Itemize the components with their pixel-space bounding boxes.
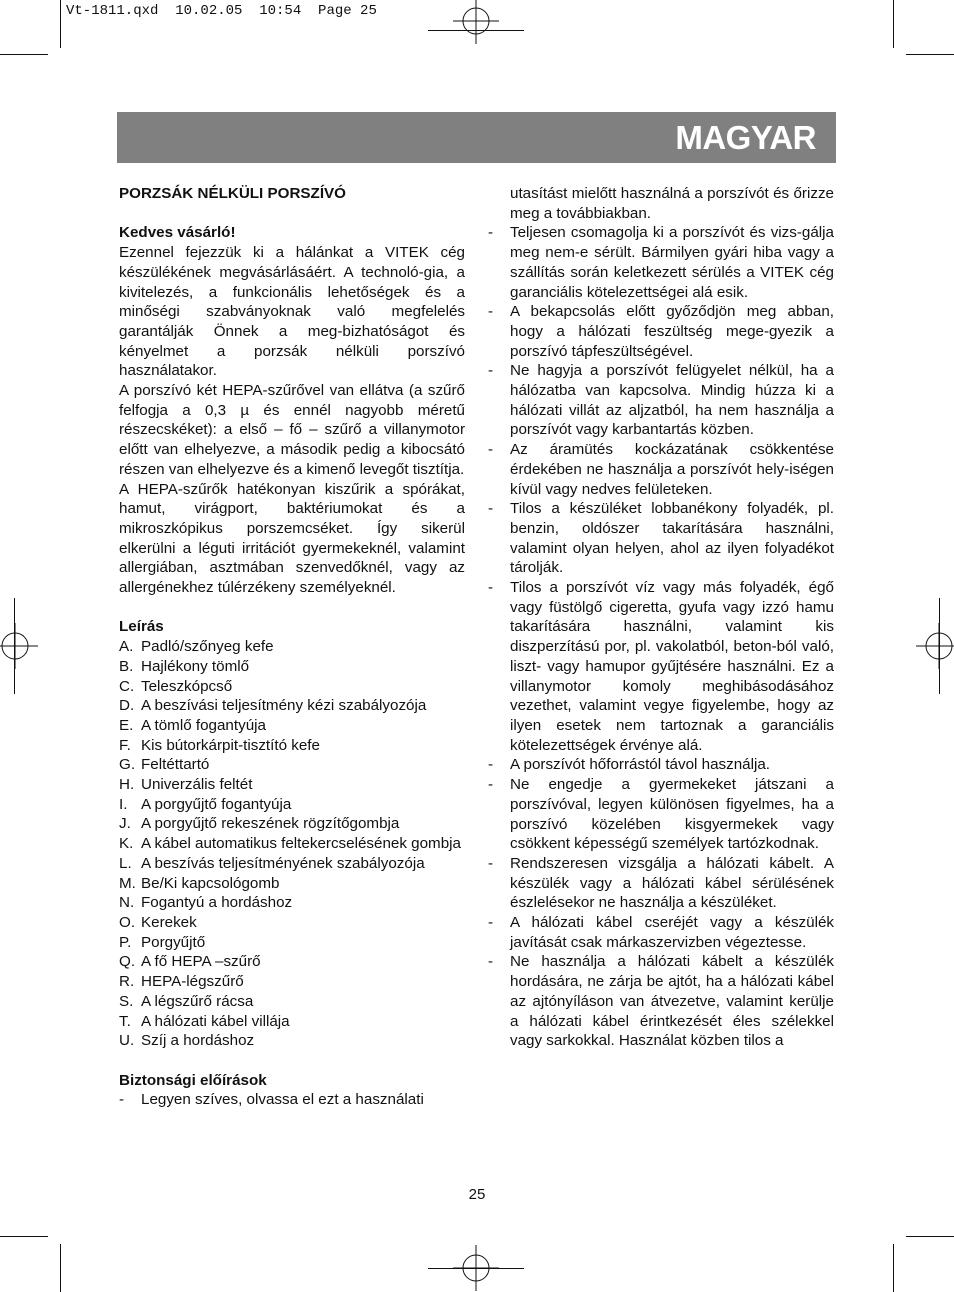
part-name: Feltéttartó xyxy=(141,756,210,774)
part-letter: L. xyxy=(119,854,132,872)
safety-item xyxy=(488,440,834,499)
crop-mark xyxy=(893,1244,894,1292)
part-name: Porgyűjtő xyxy=(141,933,206,951)
safety-item xyxy=(488,775,834,854)
parts-list-item xyxy=(119,736,465,756)
bullet: - xyxy=(488,441,494,459)
part-name: Be/Ki kapcsológomb xyxy=(141,874,280,892)
part-letter: H. xyxy=(119,776,135,794)
bullet: - xyxy=(119,1091,125,1109)
product-title: PORZSÁK NÉLKÜLI PORSZÍVÓ xyxy=(119,185,346,202)
registration-mark-icon xyxy=(453,0,499,44)
description-heading: Leírás xyxy=(119,618,164,636)
parts-list-item xyxy=(119,972,465,992)
bullet: - xyxy=(488,500,494,518)
part-name: Kerekek xyxy=(141,913,197,931)
bullet: - xyxy=(488,756,494,774)
parts-list-item xyxy=(119,755,465,775)
parts-list-item xyxy=(119,677,465,697)
part-name: Teleszkópcső xyxy=(141,677,233,695)
safety-item xyxy=(488,854,834,913)
registration-mark-icon xyxy=(0,623,38,669)
safety-item-text: Legyen szíves, olvassa el ezt a használati xyxy=(141,1091,424,1109)
language-title: MAGYAR xyxy=(675,119,816,156)
parts-list-item xyxy=(119,716,465,736)
bullet: - xyxy=(488,362,494,380)
part-letter: A. xyxy=(119,638,134,656)
crop-mark xyxy=(906,1236,954,1237)
parts-list-item xyxy=(119,1012,465,1032)
part-name: A porgyűjtő fogantyúja xyxy=(141,795,292,813)
part-letter: C. xyxy=(119,677,135,695)
safety-item xyxy=(488,952,834,1051)
safety-item-text: Ne engedje a gyermekeket játszani a porszívóval, legyen különösen figyelmes, ha a porszívó közelében kisgyermekek vagy csökkent képességű személyek tartózkodnak. xyxy=(510,776,834,853)
bullet: - xyxy=(488,953,494,971)
part-name: Kis bútorkárpit-tisztító kefe xyxy=(141,736,320,754)
part-name: A beszívási teljesítmény kézi szabályozója xyxy=(141,697,427,715)
crop-mark xyxy=(0,54,48,55)
safety-item xyxy=(488,913,834,952)
safety-item-text: Teljesen csomagolja ki a porszívót és vizs-gálja meg nem-e sérült. Bármilyen gyári hiba vagy a szállítás során keletkezett sérülés a VITEK cég garanciális kötelezettségei alá esik. xyxy=(510,224,834,301)
part-letter: O. xyxy=(119,913,136,931)
part-letter: N. xyxy=(119,894,135,912)
parts-list-item xyxy=(119,992,465,1012)
part-letter: D. xyxy=(119,697,135,715)
safety-item-text: Ne hagyja a porszívót felügyelet nélkül, ha a hálózatba van kapcsolva. Mindig húzza ki a hálózati villát az aljzatból, ha nem használja a porszívót vagy karbantartás közben. xyxy=(510,362,834,439)
part-letter: K. xyxy=(119,835,134,853)
part-letter: I. xyxy=(119,795,128,813)
part-name: A kábel automatikus feltekercselésének gombja xyxy=(141,835,461,853)
safety-item-text: A porszívót hőforrástól távol használja. xyxy=(510,756,771,774)
crop-mark xyxy=(893,0,894,48)
safety-item-text: Tilos a porszívót víz vagy más folyadék, égő vagy füstölgő cigeretta, gyufa vagy izzó hamu takarítására használni, valamint kis diszperzítású por, pl. vakolatból, beton-ból való, liszt- vagy hamupor gyűjtésére használni. Ez a villanymotor komoly meghibásodásához vezethet, valamint vegye figyelembe, hogy az ilyen esetek nem tartoznak a garanciális kötelezettségek érvénye alá. xyxy=(510,579,834,754)
part-name: A légszűrő rácsa xyxy=(141,992,254,1010)
part-name: Fogantyú a hordáshoz xyxy=(141,894,293,912)
language-header-bar xyxy=(117,112,836,163)
safety-list xyxy=(488,223,834,1051)
safety-heading: Biztonsági előírások xyxy=(119,1071,267,1089)
crop-mark xyxy=(906,54,954,55)
safety-item xyxy=(488,302,834,361)
safety-item xyxy=(488,578,834,755)
part-name: Szíj a hordáshoz xyxy=(141,1032,255,1050)
part-letter: U. xyxy=(119,1032,135,1050)
printer-slug: Vt-1811.qxd 10.02.05 10:54 Page 25 xyxy=(66,3,377,19)
safety-item-continuation: utasítást mielőtt használná a porszívót és őrizze meg a továbbiakban. xyxy=(510,185,834,222)
bullet: - xyxy=(488,914,494,932)
registration-mark-icon xyxy=(916,623,954,669)
part-letter: Q. xyxy=(119,953,136,971)
safety-item-text: Ne használja a hálózati kábelt a készülék hordására, ne zárja be ajtót, ha a hálózati kábel az ajtónyíláson van átvezetve, valamint kerülje a hálózati kábel érintkezését éles szélekkel vagy sarkokkal. Használat közben tilos a xyxy=(510,953,834,1050)
safety-item xyxy=(488,499,834,578)
part-letter: E. xyxy=(119,716,134,734)
safety-item-text: Rendszeresen vizsgálja a hálózati kábelt. A készülék vagy a hálózati kábel sérülésének észlelésekor ne használja a készüléket. xyxy=(510,854,834,912)
registration-mark-icon xyxy=(453,1245,499,1291)
parts-list-item xyxy=(119,854,465,874)
safety-item xyxy=(119,1090,465,1110)
safety-item-text: A bekapcsolás előtt győződjön meg abban, hogy a hálózati feszültség mege-gyezik a porszívó tápfeszültségével. xyxy=(510,303,834,360)
greeting-heading: Kedves vásárló! xyxy=(119,224,236,242)
part-letter: F. xyxy=(119,736,131,754)
bullet: - xyxy=(488,579,494,597)
intro-paragraph: A porszívó két HEPA-szűrővel van ellátva (a szűrő felfogja a 0,3 µ és ennél nagyobb méretű részecskéket): a első – fő – szűrő a villanymotor előtt van elhelyezve, a második pedig a kibocsátó részen van elhelyezve és a kimenő levegőt tisztítja. xyxy=(119,382,465,478)
safety-item-text: A hálózati kábel cseréjét vagy a készülék javítását csak márkaszervizben végeztesse. xyxy=(510,914,834,951)
parts-list-item xyxy=(119,874,465,894)
parts-list-item xyxy=(119,834,465,854)
crop-mark xyxy=(60,0,61,48)
intro-paragraph: A HEPA-szűrők hatékonyan kiszűrik a spórákat, hamut, virágport, baktériumokat és a mikroszkópikus porszemcséket. Így sikerül elkerülni a léguti irritációt gyermekeknél, valamint allergiában, asztmában szenvedőknél, vagy az allergénekhez túlérzékeny személyeknél. xyxy=(119,480,465,597)
parts-list-item xyxy=(119,893,465,913)
parts-list-item xyxy=(119,637,465,657)
part-name: HEPA-légszűrő xyxy=(141,973,244,991)
parts-list-item xyxy=(119,913,465,933)
parts-list-item xyxy=(119,1031,465,1051)
safety-item xyxy=(488,223,834,302)
part-letter: P. xyxy=(119,933,132,951)
right-column xyxy=(488,184,834,1051)
bullet: - xyxy=(488,854,494,872)
parts-list-item xyxy=(119,696,465,716)
left-column xyxy=(119,184,465,1110)
parts-list-item xyxy=(119,814,465,834)
intro-paragraph: Ezennel fejezzük ki a hálánkat a VITEK cég készülékének megvásárlásáért. A technoló-gia, a kivitelezés, a funkcionális lehetőségek és a minőségi szabványoknak való megfelelés garantálják Önnek a meg-bizhatóságot és kényelmet a porzsák nélküli porszívó használatakor. xyxy=(119,244,465,380)
parts-list xyxy=(119,637,465,1051)
part-name: Univerzális feltét xyxy=(141,776,253,794)
part-letter: B. xyxy=(119,657,134,675)
part-name: Padló/szőnyeg kefe xyxy=(141,638,274,656)
bullet: - xyxy=(488,303,494,321)
part-letter: T. xyxy=(119,1012,131,1030)
part-name: A beszívás teljesítményének szabályozója xyxy=(141,854,425,872)
part-letter: S. xyxy=(119,992,134,1010)
part-name: A porgyűjtő rekeszének rögzítőgombja xyxy=(141,815,400,833)
part-letter: R. xyxy=(119,973,135,991)
part-letter: G. xyxy=(119,756,136,774)
part-name: A fő HEPA –szűrő xyxy=(141,953,261,971)
parts-list-item xyxy=(119,933,465,953)
bullet: - xyxy=(488,224,494,242)
safety-item-text: Tilos a készüléket lobbanékony folyadék, pl. benzin, oldószer takarítására használni, valamint olyan helyen, ahol az ilyen folyadékot tárolják. xyxy=(510,500,834,577)
safety-item-text: Az áramütés kockázatának csökkentése érdekében ne használja a porszívót hely-iségen kívül vagy nedves felületeken. xyxy=(510,441,834,498)
part-letter: J. xyxy=(119,815,131,833)
crop-mark xyxy=(60,1244,61,1292)
page-number: 25 xyxy=(468,1186,486,1203)
safety-item xyxy=(488,755,834,775)
parts-list-item xyxy=(119,795,465,815)
part-name: A tömlő fogantyúja xyxy=(141,716,266,734)
part-name: A hálózati kábel villája xyxy=(141,1012,290,1030)
bullet: - xyxy=(488,776,494,794)
safety-item xyxy=(488,361,834,440)
parts-list-item xyxy=(119,952,465,972)
crop-mark xyxy=(0,1236,48,1237)
part-letter: M. xyxy=(119,874,136,892)
parts-list-item xyxy=(119,775,465,795)
parts-list-item xyxy=(119,657,465,677)
part-name: Hajlékony tömlő xyxy=(141,657,250,675)
